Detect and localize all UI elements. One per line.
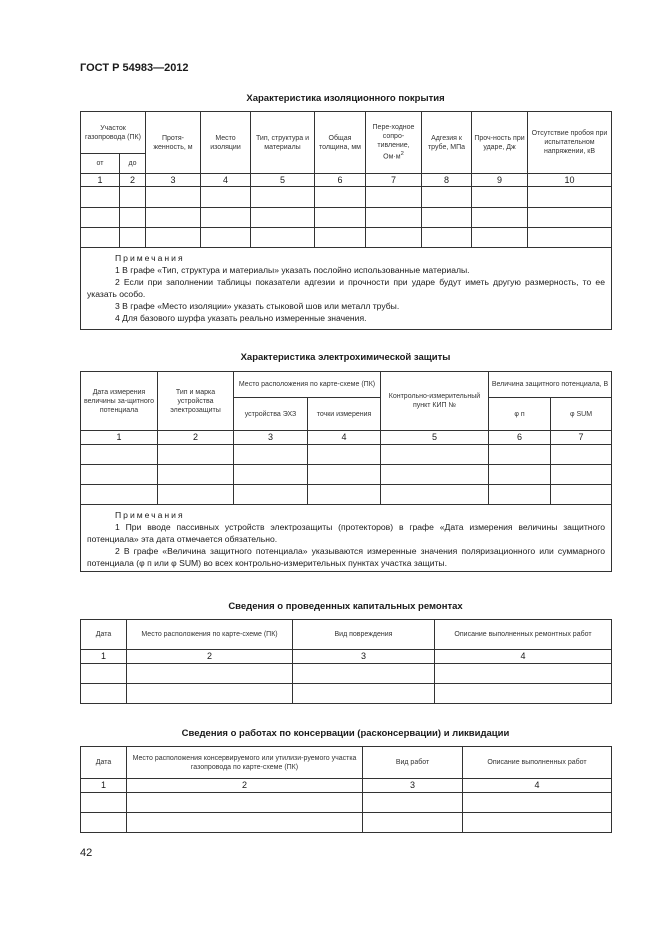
col-place-header: Место расположения по карте-схеме (ПК) xyxy=(127,620,293,650)
col-thickness-header: Общая толщина, мм xyxy=(315,112,366,174)
resistance-unit-superscript: 2 xyxy=(400,151,404,158)
col-number: 10 xyxy=(528,174,612,187)
col-resistance-header: Пере-ходное сопро-тивление, $Ом\cdot м^2$ xyxy=(366,112,422,174)
insulation-table xyxy=(80,111,612,330)
col-number: 5 xyxy=(251,174,315,187)
col-number: 9 xyxy=(472,174,528,187)
table-row xyxy=(81,664,612,684)
col-breakdown-header: Отсутствие пробоя при испытательном напряжении, кВ xyxy=(528,112,612,174)
col-location-header: Место изоляции xyxy=(201,112,251,174)
col-phi-n-header: φ п xyxy=(489,398,551,431)
col-place-point-header: точки измерения xyxy=(308,398,381,431)
col-number: 3 xyxy=(234,431,308,445)
col-date-header: Дата измерения величины за-щитного потенциала xyxy=(81,372,158,431)
col-date-header: Дата xyxy=(81,620,127,650)
note-item: 3 В графе «Место изоляции» указать стыковой шов или металл трубы. xyxy=(115,301,400,311)
note-item: 1 В графе «Тип, структура и материалы» указать послойно использованные материалы. xyxy=(115,265,470,275)
notes-title: Примечания xyxy=(115,510,185,520)
col-number: 3 xyxy=(293,650,435,664)
table-row xyxy=(81,208,612,228)
col-number: 4 xyxy=(308,431,381,445)
col-number: 2 xyxy=(127,779,363,793)
notes-title: Примечания xyxy=(115,253,185,263)
conservation-section-title: Сведения о работах по консервации (расконсервации) и ликвидации xyxy=(181,728,510,739)
col-number: 3 xyxy=(363,779,463,793)
note-item: 1 При вводе пассивных устройств электрозащиты (протекторов) в графе «Дата измерения величины защитного потенциала» эта дата отмечается обязательно. xyxy=(87,522,606,544)
col-number: 8 xyxy=(422,174,472,187)
col-type-header: Тип, структура и материалы xyxy=(251,112,315,174)
col-number: 2 xyxy=(120,174,146,187)
col-number: 6 xyxy=(315,174,366,187)
col-potential-header: Величина защитного потенциала, В xyxy=(489,372,612,398)
col-number: 5 xyxy=(381,431,489,445)
col-number: 6 xyxy=(489,431,551,445)
col-number: 3 xyxy=(146,174,201,187)
ecp-notes xyxy=(81,505,612,572)
col-kind-header: Вид работ xyxy=(363,747,463,779)
col-adhesion-header: Адгезия к трубе, МПа xyxy=(422,112,472,174)
note-item: 2 В графе «Величина защитного потенциала» указываются измеренные значения поляризационного или суммарного потенциала (φ п или φ SUM) во всех контрольно-измерительных пунктах участка защиты. xyxy=(87,546,606,568)
col-number: 2 xyxy=(127,650,293,664)
table-row xyxy=(81,187,612,208)
col-from-header: от xyxy=(81,154,120,174)
col-number: 1 xyxy=(81,431,158,445)
col-number: 2 xyxy=(158,431,234,445)
page-number: 42 xyxy=(80,847,93,859)
table-row xyxy=(81,793,612,813)
col-place-device-header: устройства ЭХЗ xyxy=(234,398,308,431)
note-item: 2 Если при заполнении таблицы показатели адгезии и прочности при ударе будут иметь другую размерность, то ее указать особо. xyxy=(87,277,605,299)
col-number: 7 xyxy=(551,431,612,445)
col-number: 1 xyxy=(81,174,120,187)
col-to-header: до xyxy=(120,154,146,174)
col-number: 4 xyxy=(463,779,612,793)
note-item: 4 Для базового шурфа указать реально измеренные значения. xyxy=(115,313,367,323)
conservation-table xyxy=(80,746,612,833)
ecp-table xyxy=(80,371,612,572)
table-row xyxy=(81,445,612,465)
insulation-section-title: Характеристика изоляционного покрытия xyxy=(246,93,445,104)
table-row xyxy=(81,465,612,485)
col-works-header: Описание выполненных работ xyxy=(463,747,612,779)
col-section-header: Участок газопровода (ПК) xyxy=(81,112,146,154)
col-phi-sum-header: φ SUM xyxy=(551,398,612,431)
col-date-header: Дата xyxy=(81,747,127,779)
col-place-header: Место расположения консервируемого или утилизи-руемого участка газопровода по карте-схеме (ПК) xyxy=(127,747,363,779)
col-place-header: Место расположения по карте-схеме (ПК) xyxy=(234,372,381,398)
col-number: 4 xyxy=(435,650,612,664)
document-standard-header: ГОСТ Р 54983—2012 xyxy=(80,62,189,74)
col-length-header: Протя-женность, м xyxy=(146,112,201,174)
col-number: 1 xyxy=(81,650,127,664)
repairs-section-title: Сведения о проведенных капитальных ремонтах xyxy=(228,601,463,612)
col-works-header: Описание выполненных ремонтных работ xyxy=(435,620,612,650)
col-device-header: Тип и марка устройства электрозащиты xyxy=(158,372,234,431)
table-row xyxy=(81,813,612,833)
ecp-section-title: Характеристика электрохимической защиты xyxy=(240,352,451,363)
insulation-notes xyxy=(81,248,612,330)
col-number: 7 xyxy=(366,174,422,187)
table-row xyxy=(81,228,612,248)
table-row xyxy=(81,485,612,505)
col-damage-header: Вид повреждения xyxy=(293,620,435,650)
col-number: 1 xyxy=(81,779,127,793)
col-kip-header: Контрольно-измерительный пункт КИП № xyxy=(381,372,489,431)
col-strength-header: Проч-ность при ударе, Дж xyxy=(472,112,528,174)
repairs-table xyxy=(80,619,612,704)
col-number: 4 xyxy=(201,174,251,187)
table-row xyxy=(81,684,612,704)
